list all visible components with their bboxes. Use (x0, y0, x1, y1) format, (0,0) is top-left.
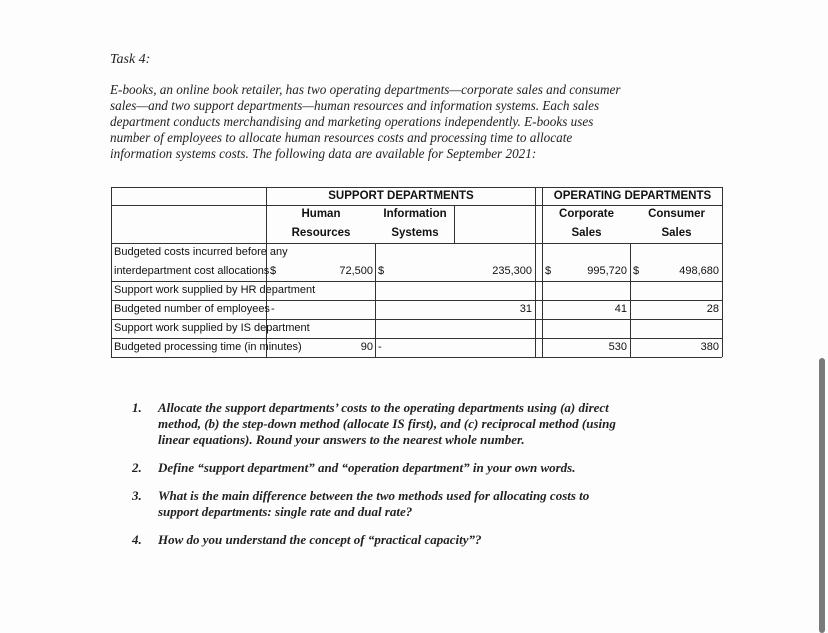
intro-line: sales—and two support departments—human resources and information systems. Each sales (110, 98, 600, 113)
question-item (132, 488, 732, 520)
dollar-sign: $ (270, 265, 277, 277)
question-number: 2. (132, 460, 142, 475)
col-header-information: Information (383, 208, 447, 220)
question-line: linear equations). Round your answers to the nearest whole number. (158, 432, 525, 447)
col-header-consumer: Consumer (648, 208, 705, 220)
table-rule (630, 243, 631, 357)
question-line: support departments: single rate and dual rate? (158, 504, 413, 519)
question-line: method, (b) the step-down method (allocate IS first), and (c) reciprocal method (using (158, 416, 616, 431)
question-line: Allocate the support departments’ costs to the operating departments using (a) direct (158, 400, 609, 415)
dollar-sign: $ (378, 265, 385, 277)
table-rule (454, 205, 455, 243)
intro-line: information systems costs. The following data are available for September 2021: (110, 146, 537, 161)
value-corp-processing: 530 (608, 341, 627, 353)
intro-line: E-books, an online book retailer, has two operating departments—corporate sales and consumer (110, 82, 621, 97)
col-header-human: Human (301, 208, 341, 220)
value-is-processing: - (378, 341, 382, 353)
value-is-cost: 235,300 (492, 265, 532, 277)
row-label-is-work: Support work supplied by IS department (114, 322, 310, 334)
value-corp-cost: 995,720 (587, 265, 627, 277)
value-cons-employees: 28 (706, 303, 719, 315)
value-corp-employees: 41 (614, 303, 627, 315)
col-header-resources: Resources (291, 227, 351, 239)
question-line: How do you understand the concept of “practical capacity”? (158, 532, 482, 547)
table-rule (111, 357, 722, 358)
value-hr-cost: 72,500 (339, 265, 373, 277)
question-number: 3. (132, 488, 142, 503)
question-line: What is the main difference between the two methods used for allocating costs to (158, 488, 590, 503)
col-header-consumer-sales: Sales (661, 227, 692, 239)
col-header-corporate: Corporate (559, 208, 614, 220)
col-header-corporate-sales: Sales (571, 227, 602, 239)
question-number: 4. (132, 532, 142, 547)
question-line: Define “support department” and “operation department” in your own words. (158, 460, 576, 475)
table-rule (375, 243, 376, 357)
value-is-employees: 31 (519, 303, 532, 315)
value-cons-cost: 498,680 (679, 265, 719, 277)
dollar-sign: $ (633, 265, 640, 277)
row-label-hr-work: Support work supplied by HR department (114, 284, 316, 296)
table-rule (722, 187, 723, 357)
operating-departments-header: OPERATING DEPARTMENTS (553, 190, 712, 202)
intro-paragraph (110, 82, 730, 162)
task-title: Task 4: (110, 52, 151, 67)
value-hr-processing: 90 (360, 341, 373, 353)
row-label-budgeted-costs-cont: interdepartment cost allocations (114, 265, 270, 277)
cost-data-table (111, 187, 722, 357)
vertical-scrollbar[interactable] (819, 358, 825, 633)
table-rule (535, 187, 536, 357)
question-number: 1. (132, 400, 142, 415)
support-departments-header: SUPPORT DEPARTMENTS (328, 190, 474, 202)
col-header-systems: Systems (391, 227, 439, 239)
table-rule (111, 187, 112, 357)
row-label-employees: Budgeted number of employees (114, 303, 270, 315)
intro-line: number of employees to allocate human resources costs and processing time to allocate (110, 130, 573, 145)
questions-list (132, 400, 732, 560)
question-item (132, 460, 732, 476)
question-item (132, 400, 732, 448)
table-rule (111, 205, 722, 206)
row-label-processing-time: Budgeted processing time (in minutes) (114, 341, 302, 353)
row-label-budgeted-costs: Budgeted costs incurred before any (114, 246, 288, 258)
dollar-sign: $ (545, 265, 552, 277)
value-cons-processing: 380 (700, 341, 719, 353)
table-rule (111, 187, 722, 188)
intro-line: department conducts merchandising and marketing operations independently. E-books uses (110, 114, 594, 129)
question-item (132, 532, 732, 548)
value-hr-employees: - (271, 303, 275, 315)
